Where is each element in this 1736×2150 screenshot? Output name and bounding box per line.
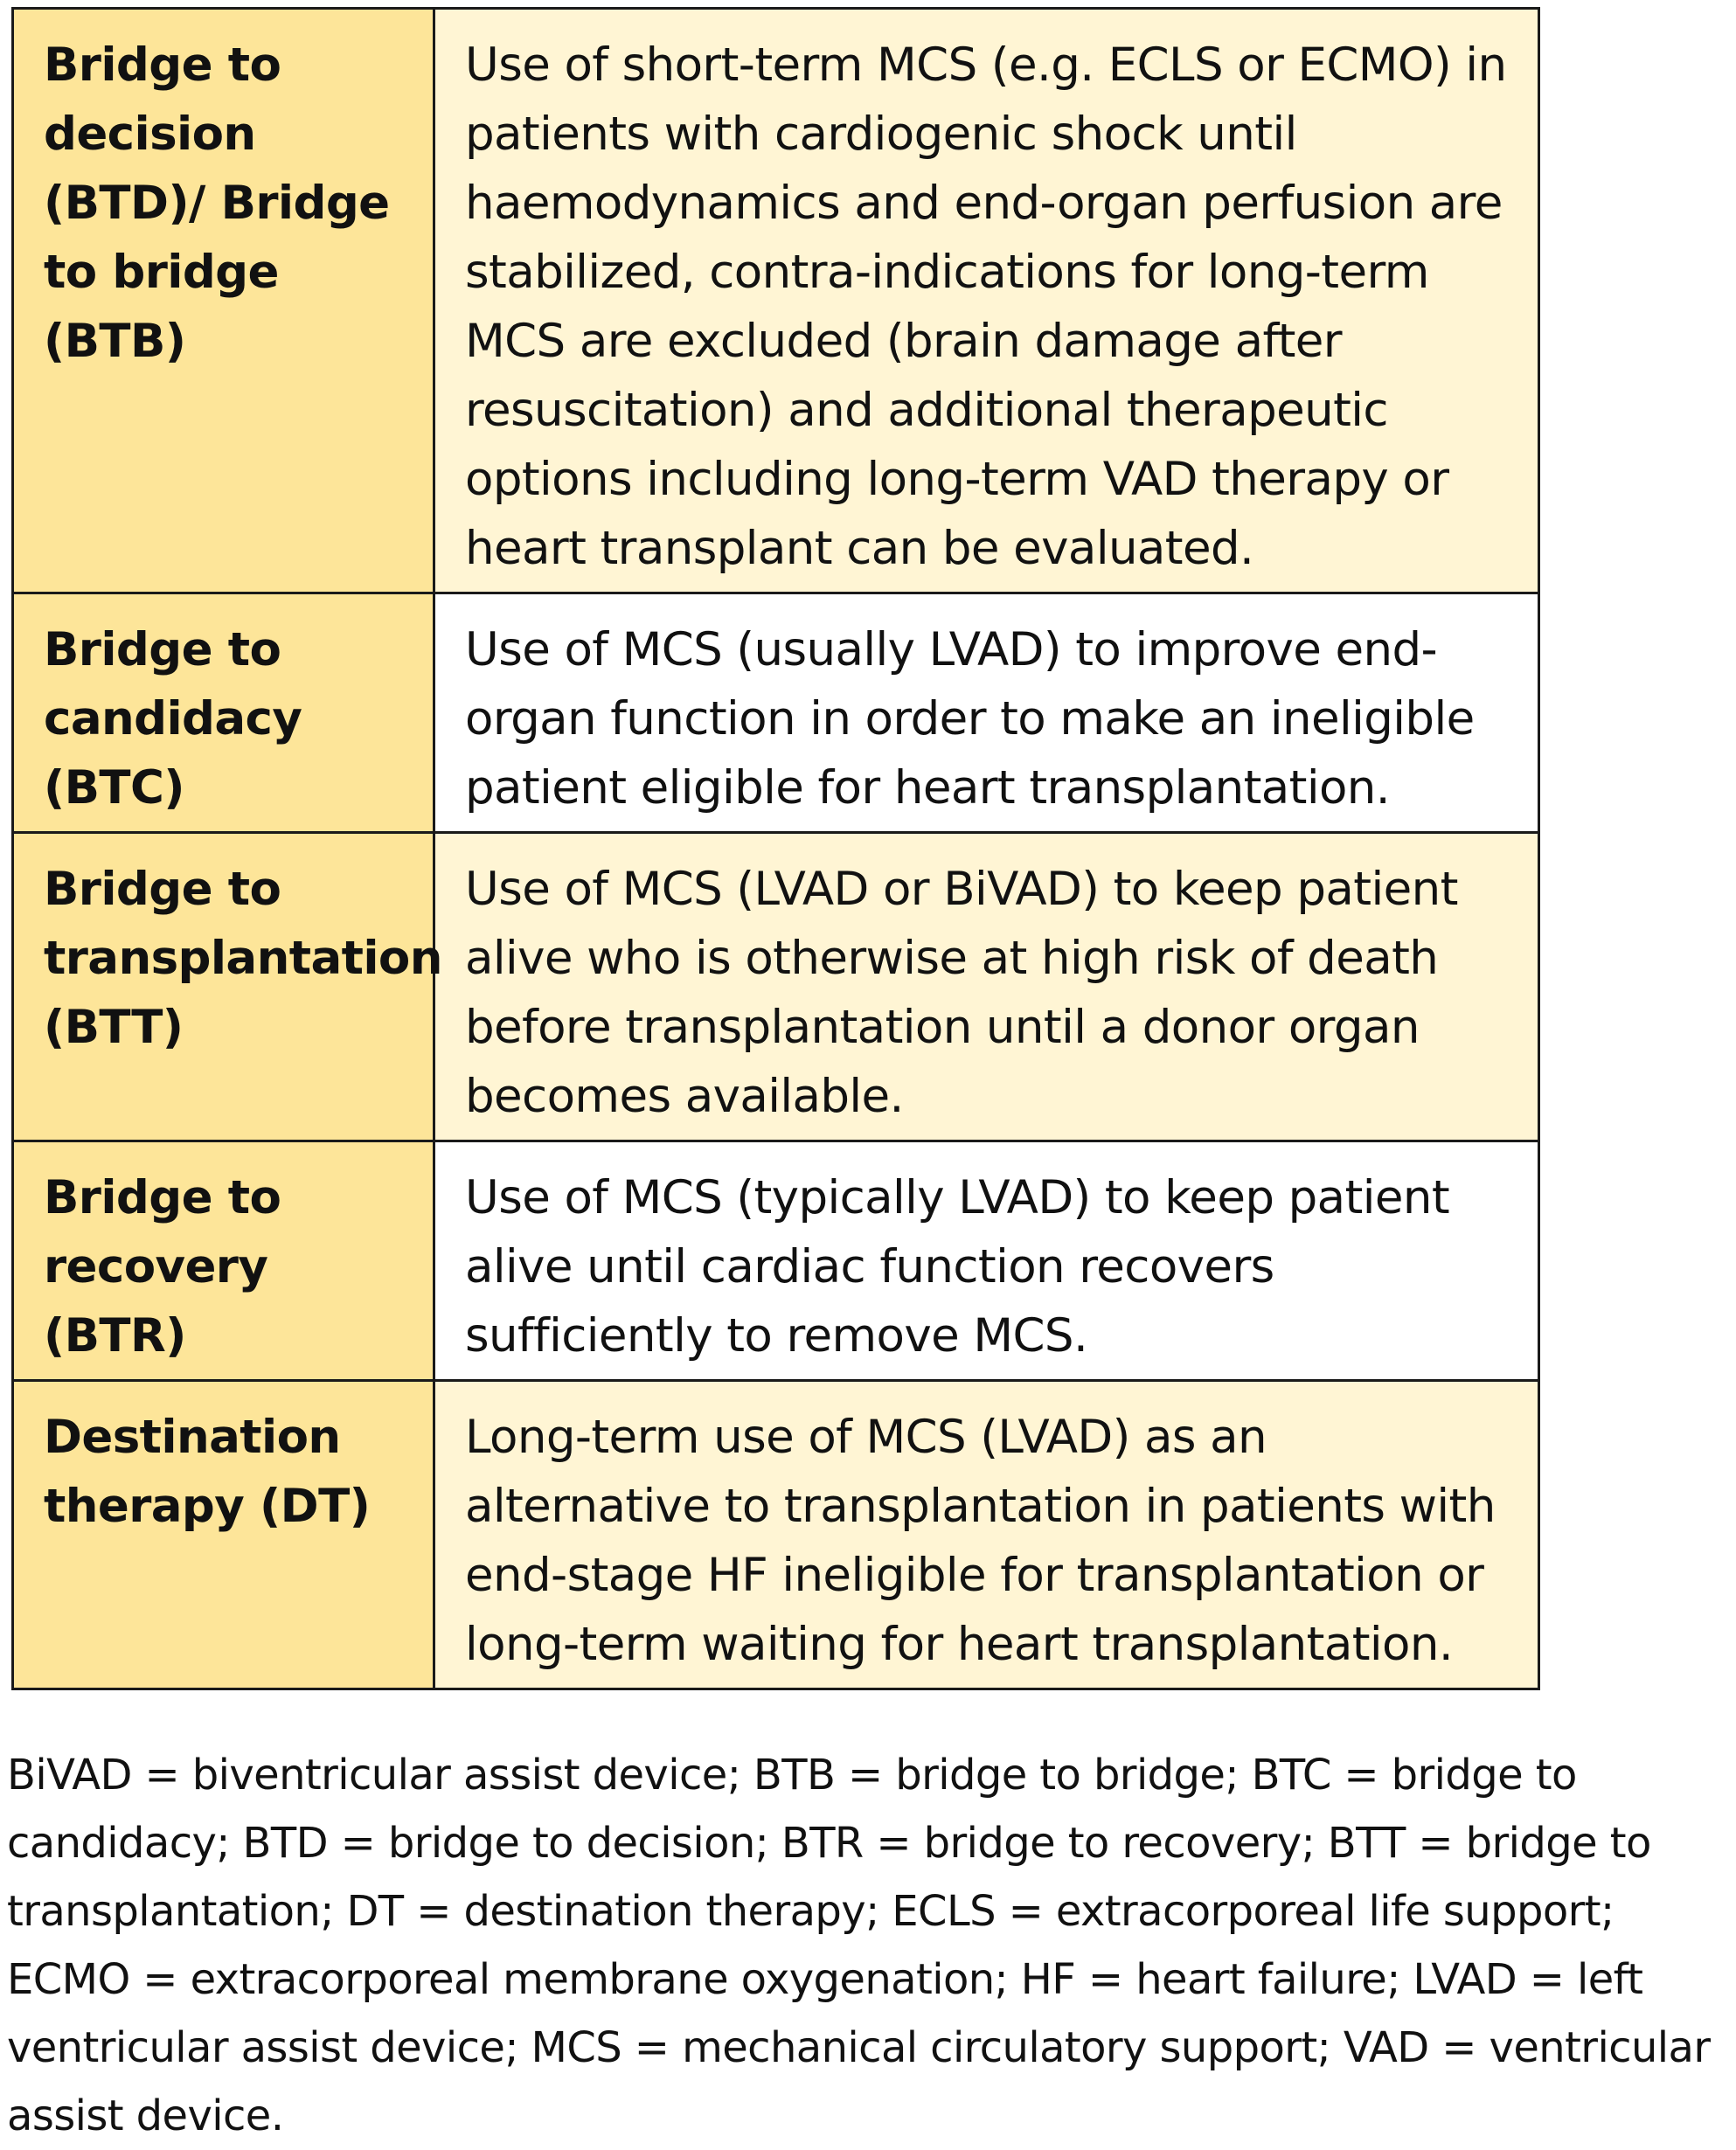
- description-cell: Use of short-term MCS (e.g. ECLS or ECMO) in patients with cardiogenic shock until haemodynamics and end-organ perfusion are stabilized, contra-indications for long-term MCS are excluded (brain damage after resuscitation) and additional therapeutic options including long-term VAD therapy or heart transplant can be evaluated.: [434, 9, 1539, 593]
- table-row: [13, 1141, 1539, 1381]
- term-cell: Bridge to decision (BTD)/ Bridge to bridge (BTB): [13, 9, 434, 593]
- mcs-indications-table: [11, 7, 1540, 1690]
- table-row: [13, 9, 1539, 593]
- abbreviations-footnote: BiVAD = biventricular assist device; BTB = bridge to bridge; BTC = bridge to candidacy; BTD = bridge to decision; BTR = bridge to recovery; BTT = bridge to transplantation; DT = destination therapy; ECLS = extracorporeal life support; ECMO = extracorporeal membrane oxygenation; HF = heart failure; LVAD = left ventricular assist device; MCS = mechanical circulatory support; VAD = ventricular assist device.: [7, 1751, 1711, 2140]
- term-cell: Bridge to transplantation (BTT): [13, 833, 434, 1141]
- description-cell: Long-term use of MCS (LVAD) as an alternative to transplantation in patients with end-stage HF ineligible for transplantation or long-term waiting for heart transplantation.: [434, 1381, 1539, 1689]
- term-cell: Bridge to recovery (BTR): [13, 1141, 434, 1381]
- term-cell: Destination therapy (DT): [13, 1381, 434, 1689]
- table-row: [13, 1381, 1539, 1689]
- description-cell: Use of MCS (typically LVAD) to keep patient alive until cardiac function recovers sufficiently to remove MCS.: [434, 1141, 1539, 1381]
- term-cell: Bridge to candidacy (BTC): [13, 593, 434, 833]
- table-row: [13, 593, 1539, 833]
- description-cell: Use of MCS (usually LVAD) to improve end-organ function in order to make an ineligible patient eligible for heart transplantation.: [434, 593, 1539, 833]
- table-row: [13, 833, 1539, 1141]
- description-cell: Use of MCS (LVAD or BiVAD) to keep patient alive who is otherwise at high risk of death before transplantation until a donor organ becomes available.: [434, 833, 1539, 1141]
